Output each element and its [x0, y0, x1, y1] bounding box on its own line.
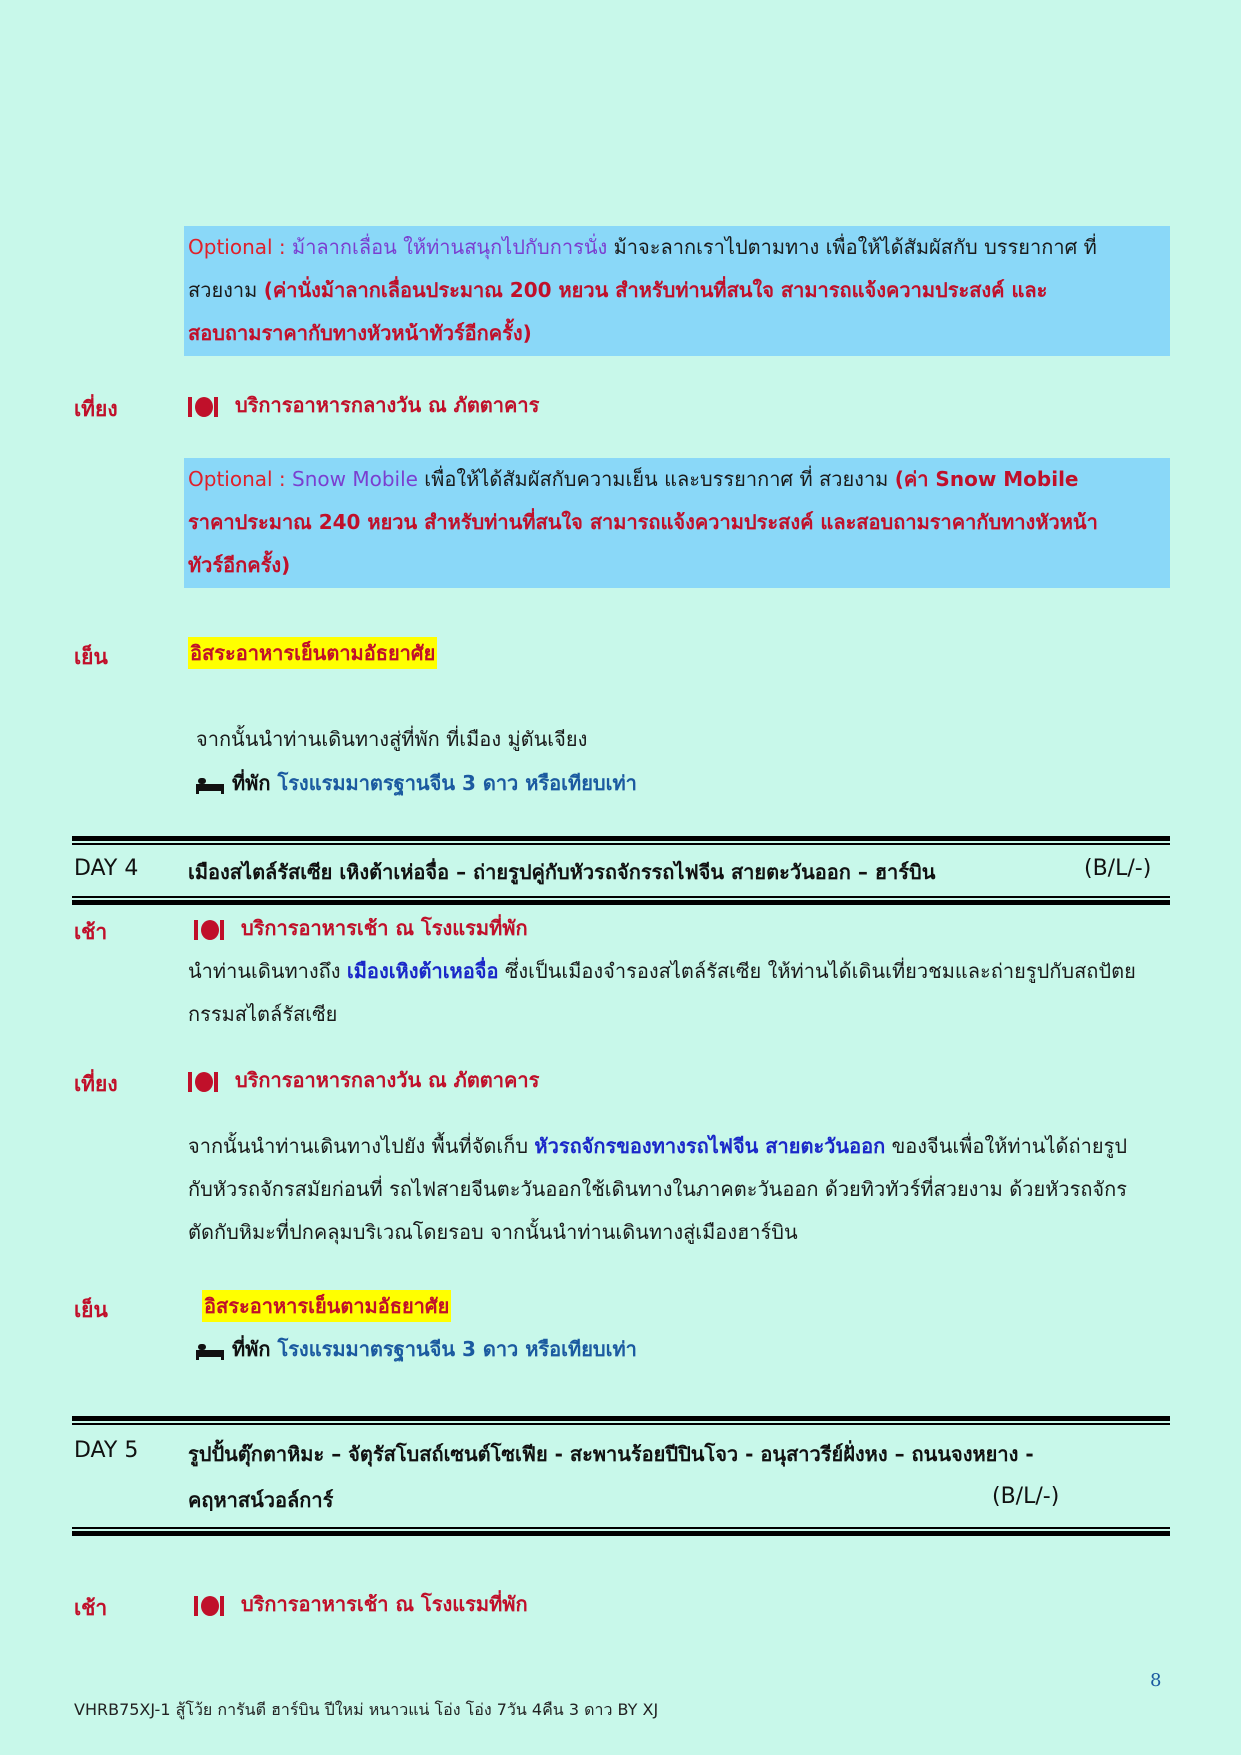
optional-label: Optional :	[188, 235, 293, 259]
hotel-key: ที่พัก	[232, 1337, 271, 1361]
optional-sleigh-box	[184, 226, 1170, 356]
noon-meal	[188, 1059, 539, 1102]
optional-desc: เพื่อให้ได้สัมผัสกับความเย็น และบรรยากาศ ที่ สวยงาม	[417, 467, 895, 491]
day-title-line-1: รูปปั้นตุ๊กตาหิมะ – จัตุรัสโบสถ์เซนต์โซเฟีย - สะพานร้อยปีปินโจว - อนุสาวรีย์ฝั่งหง – ถนนจงหยาง -	[188, 1442, 1034, 1466]
noon-meal	[188, 384, 539, 427]
noon-label: เที่ยง	[74, 397, 118, 421]
morning-meal	[194, 1583, 528, 1626]
place-name: หัวรถจักรของทางรถไฟจีน สายตะวันออก	[534, 1134, 886, 1158]
paragraph-text: ตัดกับหิมะที่ปกคลุมบริเวณโดยรอบ จากนั้นนำท่านเดินทางสู่เมืองฮาร์บิน	[188, 1220, 798, 1244]
hotel-line	[196, 1328, 637, 1371]
day5-bottom-rule	[72, 1527, 1170, 1536]
hotel-value: โรงแรมมาตรฐานจีน 3 ดาว หรือเทียบเท่า	[270, 771, 637, 795]
day-number: DAY 5	[74, 1438, 139, 1463]
day-title: เมืองสไตล์รัสเซีย เหิงต้าเห่อจื่อ – ถ่ายรูปคู่กับหัวรถจักรรถไฟจีน สายตะวันออก – ฮาร์บิน	[188, 860, 936, 884]
day5-header	[74, 1438, 1170, 1518]
hotel-key: ที่พัก	[232, 771, 271, 795]
optional-note-3: ทัวร์อีกครั้ง)	[188, 553, 291, 577]
bed-icon	[196, 776, 224, 794]
paragraph-text: กับหัวรถจักรสมัยก่อนที่ รถไฟสายจีนตะวันออกใช้เดินทางในภาคตะวันออก ด้วยทิวทัวร์ที่สวยงาม ด้วยหัวรถจักร	[188, 1177, 1127, 1201]
optional-snowmobile-box	[184, 458, 1170, 588]
noon-meal-text: บริการอาหารกลางวัน ณ ภัตตาคาร	[234, 1068, 540, 1092]
morning-label: เช้า	[74, 1596, 108, 1620]
morning-meal-text: บริการอาหารเช้า ณ โรงแรมที่พัก	[240, 916, 528, 940]
day-title-line-2: คฤหาสน์วอล์การ์	[188, 1488, 334, 1512]
noon-meal-text: บริการอาหารกลางวัน ณ ภัตตาคาร	[234, 393, 540, 417]
evening-meal-text: อิสระอาหารเย็นตามอัธยาศัย	[188, 637, 437, 669]
optional-note-2: สอบถามราคากับทางหัวหน้าทัวร์อีกครั้ง)	[188, 321, 532, 345]
dining-icon	[194, 1595, 224, 1617]
optional-desc: ม้าจะลากเราไปตามทาง เพื่อให้ได้สัมผัสกับ บรรยากาศ ที่	[607, 235, 1097, 259]
morning-meal	[194, 907, 528, 950]
dining-icon	[194, 919, 224, 941]
optional-note-1: (ค่า Snow Mobile	[894, 467, 1079, 491]
paragraph-text: ซึ่งเป็นเมืองจำรองสไตล์รัสเซีย ให้ท่านได้เดินเที่ยวชมและถ่ายรูปกับสถปัตย	[498, 959, 1136, 983]
optional-desc-2: สวยงาม	[188, 278, 264, 302]
paragraph-text: ของจีนเพื่อให้ท่านได้ถ่ายรูป	[885, 1134, 1128, 1158]
day-meals: (B/L/-)	[992, 1484, 1060, 1509]
bed-icon	[196, 1342, 224, 1360]
day4-bottom-rule	[72, 896, 1170, 905]
day-number: DAY 4	[74, 856, 139, 881]
evening-label: เย็น	[74, 1298, 108, 1322]
page-number: 8	[1150, 1670, 1162, 1691]
evening-meal	[188, 632, 437, 675]
day4-paragraph-1	[188, 950, 1170, 1036]
evening-meal	[202, 1285, 451, 1328]
optional-note-1: (ค่านั่งม้าลากเลื่อนประมาณ 200 หยวน สำหรับท่านที่สนใจ สามารถแจ้งความประสงค์ และ	[263, 278, 1048, 302]
noon-label: เที่ยง	[74, 1072, 118, 1096]
evening-label: เย็น	[74, 645, 108, 669]
footer-text: VHRB75XJ-1 สู้โว้ย การันตี ฮาร์บิน ปีใหม่ หนาวแน่ โอ่ง โอ่ง 7วัน 4คืน 3 ดาว BY XJ	[74, 1700, 659, 1719]
day4-paragraph-2	[188, 1125, 1170, 1254]
day5-top-rule	[72, 1416, 1170, 1425]
travel-text: จากนั้นนำท่านเดินทางสู่ที่พัก ที่เมือง มู่ตันเจียง	[196, 727, 588, 751]
dining-icon	[188, 396, 218, 418]
paragraph-text: นำท่านเดินทางถึง	[188, 959, 347, 983]
hotel-line	[196, 762, 637, 805]
paragraph-text: จากนั้นนำท่านเดินทางไปยัง พื้นที่จัดเก็บ	[188, 1134, 535, 1158]
morning-label: เช้า	[74, 920, 108, 944]
day4-top-rule	[72, 836, 1170, 845]
hotel-value: โรงแรมมาตรฐานจีน 3 ดาว หรือเทียบเท่า	[270, 1337, 637, 1361]
optional-title: ม้าลากเลื่อน ให้ท่านสนุกไปกับการนั่ง	[292, 235, 608, 259]
evening-meal-text: อิสระอาหารเย็นตามอัธยาศัย	[202, 1290, 451, 1322]
optional-title: Snow Mobile	[292, 467, 418, 491]
paragraph-text: กรรมสไตล์รัสเซีย	[188, 1002, 338, 1026]
day-meals: (B/L/-)	[1084, 856, 1152, 881]
optional-label: Optional :	[188, 467, 293, 491]
morning-meal-text: บริการอาหารเช้า ณ โรงแรมที่พัก	[240, 1592, 528, 1616]
place-name: เมืองเหิงต้าเหอจื่อ	[346, 959, 499, 983]
dining-icon	[188, 1071, 218, 1093]
optional-note-2: ราคาประมาณ 240 หยวน สำหรับท่านที่สนใจ สามารถแจ้งความประสงค์ และสอบถามราคากับทางหัวหน้า	[188, 510, 1098, 534]
